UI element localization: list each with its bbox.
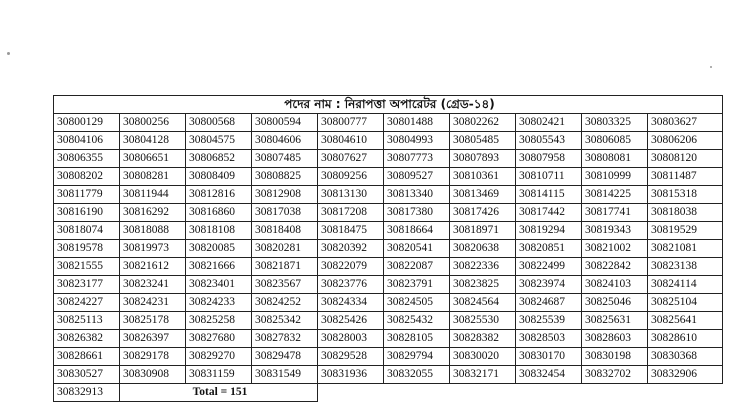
roll-number-cell: 30820638: [450, 240, 516, 258]
roll-number-cell: 30817741: [582, 204, 648, 222]
table-row: [54, 294, 723, 312]
roll-number-cell: 30825342: [252, 312, 318, 330]
table-row: [54, 222, 723, 240]
roll-number-cell: 30825530: [450, 312, 516, 330]
table-row: [54, 348, 723, 366]
roll-number-cell: 30832906: [648, 366, 723, 384]
roll-number-cell: 30804575: [186, 132, 252, 150]
roll-number-cell: 30824231: [120, 294, 186, 312]
roll-number-cell: 30804606: [252, 132, 318, 150]
roll-number-cell: 30825178: [120, 312, 186, 330]
roll-number-cell: 30803325: [582, 114, 648, 132]
roll-number-cell: 30825113: [54, 312, 120, 330]
roll-number-table: [53, 95, 723, 402]
roll-number-cell: 30822842: [582, 258, 648, 276]
roll-number-cell: 30832055: [384, 366, 450, 384]
table-row: [54, 276, 723, 294]
roll-number-cell: 30828003: [318, 330, 384, 348]
roll-number-cell: 30801488: [384, 114, 450, 132]
roll-number-cell: 30828105: [384, 330, 450, 348]
roll-number-cell: 30808825: [252, 168, 318, 186]
roll-number-cell: 30807958: [516, 150, 582, 168]
roll-number-cell: 30818408: [252, 222, 318, 240]
roll-number-cell: 30831549: [252, 366, 318, 384]
roll-number-cell: 30820085: [186, 240, 252, 258]
roll-number-cell: 30806206: [648, 132, 723, 150]
roll-number-cell: 30813340: [384, 186, 450, 204]
roll-number-cell: 30828382: [450, 330, 516, 348]
roll-number-cell: 30825046: [582, 294, 648, 312]
table-row: [54, 168, 723, 186]
roll-number-cell: 30811779: [54, 186, 120, 204]
table-row: [54, 258, 723, 276]
roll-number-cell: 30822087: [384, 258, 450, 276]
roll-number-cell: 30823177: [54, 276, 120, 294]
roll-number-cell: 30800568: [186, 114, 252, 132]
roll-number-cell: 30802421: [516, 114, 582, 132]
roll-number-cell: 30819343: [582, 222, 648, 240]
roll-number-cell: 30829794: [384, 348, 450, 366]
roll-number-cell: 30823791: [384, 276, 450, 294]
roll-number-cell: 30806355: [54, 150, 120, 168]
roll-number-cell: 30818971: [450, 222, 516, 240]
roll-number-cell: 30806852: [186, 150, 252, 168]
roll-number-cell: 30808120: [648, 150, 723, 168]
roll-number-cell: 30830198: [582, 348, 648, 366]
roll-number-cell: 30818475: [318, 222, 384, 240]
table-row: [54, 186, 723, 204]
roll-number-cell: 30818108: [186, 222, 252, 240]
roll-number-cell: 30828603: [582, 330, 648, 348]
roll-number-cell: 30816860: [186, 204, 252, 222]
roll-number-cell: 30825432: [384, 312, 450, 330]
roll-number-cell: 30820392: [318, 240, 384, 258]
roll-number-cell: 30823567: [252, 276, 318, 294]
roll-number-cell: 30817038: [252, 204, 318, 222]
roll-number-cell: 30824252: [252, 294, 318, 312]
roll-number-cell: 30827832: [252, 330, 318, 348]
roll-number-cell: 30825539: [516, 312, 582, 330]
roll-number-cell: 30807627: [318, 150, 384, 168]
roll-number-cell: 30820541: [384, 240, 450, 258]
table-row: [54, 114, 723, 132]
roll-number-cell: 30825631: [582, 312, 648, 330]
roll-number-cell: 30825641: [648, 312, 723, 330]
roll-number-cell: 30807773: [384, 150, 450, 168]
roll-number-cell: 30831159: [186, 366, 252, 384]
roll-number-cell: 30816292: [120, 204, 186, 222]
roll-number-cell: 30822499: [516, 258, 582, 276]
roll-number-cell: 30824564: [450, 294, 516, 312]
roll-number-cell: 30818074: [54, 222, 120, 240]
roll-number-cell: 30821871: [252, 258, 318, 276]
roll-number-cell: 30828661: [54, 348, 120, 366]
roll-number-cell: 30832702: [582, 366, 648, 384]
roll-number-cell: 30823776: [318, 276, 384, 294]
roll-number-cell: 30831936: [318, 366, 384, 384]
roll-number-cell: 30826397: [120, 330, 186, 348]
roll-number-cell: 30822336: [450, 258, 516, 276]
table-row: [54, 240, 723, 258]
table-row: [54, 132, 723, 150]
roll-number-cell: 30830170: [516, 348, 582, 366]
roll-number-cell: 30810711: [516, 168, 582, 186]
roll-number-cell: 30805485: [450, 132, 516, 150]
roll-number-cell: 30824334: [318, 294, 384, 312]
roll-number-cell: 30832454: [516, 366, 582, 384]
roll-number-cell: 30800129: [54, 114, 120, 132]
roll-number-cell: 30817208: [318, 204, 384, 222]
roll-number-cell: 30800594: [252, 114, 318, 132]
roll-number-cell: 30825104: [648, 294, 723, 312]
roll-number-cell: 30806651: [120, 150, 186, 168]
roll-number-cell: 30823825: [450, 276, 516, 294]
roll-number-cell: 30812908: [252, 186, 318, 204]
roll-number-cell: 30829478: [252, 348, 318, 366]
roll-number-cell: 30825258: [186, 312, 252, 330]
roll-number-cell: 30800256: [120, 114, 186, 132]
roll-number-cell: 30824103: [582, 276, 648, 294]
roll-number-cell: 30810361: [450, 168, 516, 186]
roll-number-cell: 30816190: [54, 204, 120, 222]
roll-number-cell: 30823138: [648, 258, 723, 276]
roll-number-cell: 30832913: [54, 384, 120, 402]
roll-number-cell: 30813469: [450, 186, 516, 204]
roll-number-cell: 30803627: [648, 114, 723, 132]
roll-number-cell: 30820281: [252, 240, 318, 258]
roll-number-cell: 30804128: [120, 132, 186, 150]
roll-number-cell: 30811944: [120, 186, 186, 204]
table-row: [54, 204, 723, 222]
roll-number-cell: 30804993: [384, 132, 450, 150]
post-title: পদের নাম : নিরাপত্তা অপারেটর (গ্রেড-১৪): [54, 96, 723, 114]
roll-number-cell: 30821081: [648, 240, 723, 258]
roll-number-cell: 30815318: [648, 186, 723, 204]
roll-number-cell: 30813130: [318, 186, 384, 204]
roll-number-cell: 30830527: [54, 366, 120, 384]
scan-speck: [7, 52, 10, 55]
roll-number-cell: 30800777: [318, 114, 384, 132]
roll-number-cell: 30830368: [648, 348, 723, 366]
roll-number-cell: 30814225: [582, 186, 648, 204]
roll-number-cell: 30824687: [516, 294, 582, 312]
roll-number-cell: 30810999: [582, 168, 648, 186]
roll-number-cell: 30824505: [384, 294, 450, 312]
roll-number-cell: 30830020: [450, 348, 516, 366]
total-count: Total = 151: [120, 384, 318, 402]
roll-number-cell: 30823241: [120, 276, 186, 294]
roll-number-cell: 30825426: [318, 312, 384, 330]
roll-number-cell: 30820851: [516, 240, 582, 258]
table-row: [54, 330, 723, 348]
title-row: [54, 96, 723, 114]
roll-number-cell: 30819578: [54, 240, 120, 258]
roll-number-cell: 30811487: [648, 168, 723, 186]
roll-number-cell: 30818664: [384, 222, 450, 240]
roll-number-cell: 30830908: [120, 366, 186, 384]
roll-number-cell: 30829528: [318, 348, 384, 366]
roll-number-cell: 30823974: [516, 276, 582, 294]
blank-area: [318, 384, 723, 402]
roll-number-cell: 30818088: [120, 222, 186, 240]
roll-number-cell: 30809527: [384, 168, 450, 186]
roll-number-cell: 30804610: [318, 132, 384, 150]
roll-number-cell: 30805543: [516, 132, 582, 150]
roll-number-cell: 30828610: [648, 330, 723, 348]
roll-number-cell: 30821002: [582, 240, 648, 258]
roll-number-cell: 30822079: [318, 258, 384, 276]
roll-number-cell: 30802262: [450, 114, 516, 132]
roll-number-cell: 30807893: [450, 150, 516, 168]
roll-number-cell: 30812816: [186, 186, 252, 204]
roll-number-cell: 30824233: [186, 294, 252, 312]
roll-number-cell: 30829270: [186, 348, 252, 366]
roll-number-cell: 30819973: [120, 240, 186, 258]
roll-number-cell: 30807485: [252, 150, 318, 168]
roll-number-cell: 30819294: [516, 222, 582, 240]
roll-number-cell: 30804106: [54, 132, 120, 150]
roll-number-cell: 30806085: [582, 132, 648, 150]
roll-number-cell: 30814115: [516, 186, 582, 204]
table-body: [54, 114, 723, 402]
table-row: [54, 150, 723, 168]
roll-number-cell: 30817380: [384, 204, 450, 222]
roll-number-cell: 30808281: [120, 168, 186, 186]
scan-speck: [710, 66, 712, 68]
table-row-last: [54, 384, 723, 402]
roll-number-cell: 30809256: [318, 168, 384, 186]
roll-number-cell: 30826382: [54, 330, 120, 348]
roll-number-cell: 30818038: [648, 204, 723, 222]
roll-number-cell: 30824114: [648, 276, 723, 294]
roll-number-cell: 30819529: [648, 222, 723, 240]
roll-number-cell: 30808202: [54, 168, 120, 186]
roll-number-cell: 30817426: [450, 204, 516, 222]
roll-number-cell: 30828503: [516, 330, 582, 348]
roll-number-cell: 30821666: [186, 258, 252, 276]
roll-number-cell: 30824227: [54, 294, 120, 312]
roll-number-cell: 30827680: [186, 330, 252, 348]
roll-number-cell: 30808409: [186, 168, 252, 186]
roll-number-cell: 30821612: [120, 258, 186, 276]
roll-number-cell: 30823401: [186, 276, 252, 294]
table-row: [54, 312, 723, 330]
roll-number-cell: 30817442: [516, 204, 582, 222]
roll-number-cell: 30821555: [54, 258, 120, 276]
table-row: [54, 366, 723, 384]
roll-number-cell: 30808081: [582, 150, 648, 168]
roll-number-cell: 30832171: [450, 366, 516, 384]
roll-number-cell: 30829178: [120, 348, 186, 366]
